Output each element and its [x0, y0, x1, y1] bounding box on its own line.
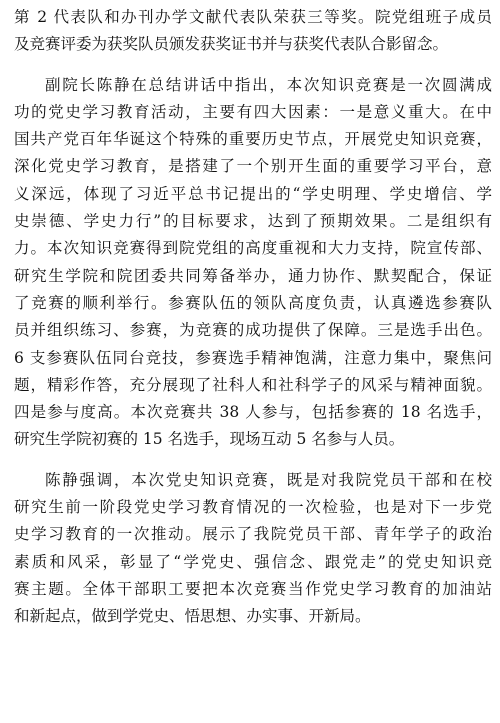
text-line: 第 2 代表队和办刊办学文献代表队荣获三等奖。院党组班子成员 — [14, 8, 492, 26]
paragraph-awards — [14, 4, 492, 59]
paragraph-emphasis — [14, 467, 492, 631]
text-line: 深化党史学习教育，是搭建了一个别开生面的重要学习平台，意 — [14, 157, 492, 176]
text-line: 四是参与度高。本次竞赛共 38 人参与，包括参赛的 18 名选手， — [14, 403, 492, 422]
paragraph-summary-speech — [14, 72, 492, 454]
text-line: 副院长陈静在总结讲话中指出，本次知识竞赛是一次圆满成 — [45, 75, 492, 94]
text-line: 义深远，体现了习近平总书记提出的“学史明理、学史增信、学 — [14, 184, 492, 203]
text-line: 赛主题。全体干部职工要把本次竞赛当作党史学习教育的加油站 — [14, 579, 492, 598]
text-line: 6 支参赛队伍同台竞技，参赛选手精神饱满，注意力集中，聚焦问 — [14, 348, 492, 367]
text-line: 和新起点，做到学党史、悟思想、办实事、开新局。 — [14, 607, 371, 626]
text-line: 力。本次知识竞赛得到院党组的高度重视和大力支持，院宣传部、 — [14, 239, 492, 258]
text-line: 研究生学院初赛的 15 名选手，现场互动 5 名参与人员。 — [14, 430, 405, 449]
text-line: 史崇德、学史力行”的目标要求，达到了预期效果。二是组织有 — [14, 212, 492, 231]
text-line: 功的党史学习教育活动，主要有四大因素：一是意义重大。在中 — [14, 102, 492, 121]
text-line: 员并组织练习、参赛，为竞赛的成功提供了保障。三是选手出色。 — [14, 321, 492, 340]
text-line: 研究生学院和院团委共同筹备举办，通力协作、默契配合，保证 — [14, 266, 492, 285]
text-line: 及竞赛评委为获奖队员颁发获奖证书并与获奖代表队合影留念。 — [14, 35, 449, 54]
text-line: 史学习教育的一次推动。展示了我院党员干部、青年学子的政治 — [14, 525, 492, 544]
text-line: 研究生前一阶段党史学习教育情况的一次检验，也是对下一步党 — [14, 498, 492, 517]
text-line: 国共产党百年华诞这个特殊的重要历史节点，开展党史知识竞赛， — [14, 130, 492, 149]
text-line: 题，精彩作答，充分展现了社科人和社科学子的风采与精神面貌。 — [14, 375, 492, 394]
text-line: 素质和风采，彰显了“学党史、强信念、跟党走”的党史知识竞 — [14, 552, 492, 571]
text-line: 陈静强调，本次党史知识竞赛，既是对我院党员干部和在校 — [45, 470, 492, 489]
text-line: 了竞赛的顺利举行。参赛队伍的领队高度负责，认真遴选参赛队 — [14, 293, 492, 312]
document-body — [14, 4, 492, 644]
